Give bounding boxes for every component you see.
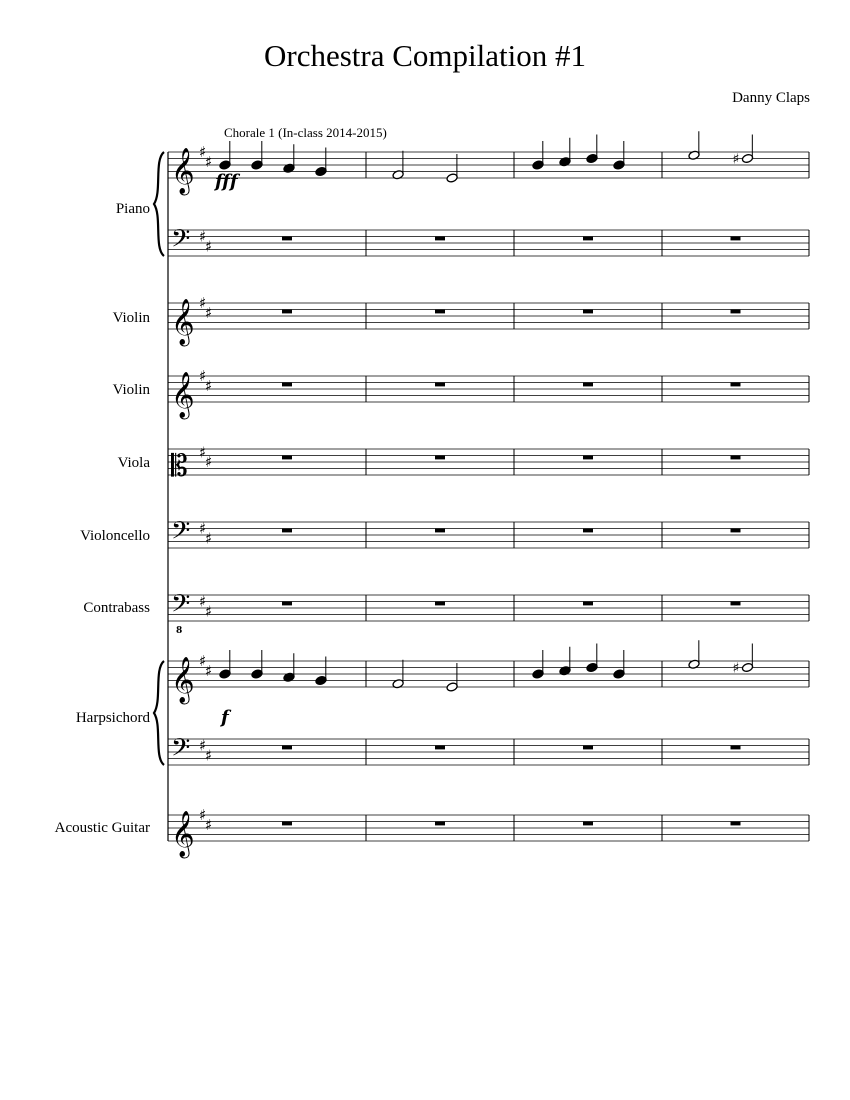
note-head — [532, 669, 544, 679]
whole-rest — [282, 746, 292, 750]
whole-rest — [435, 602, 445, 606]
note-head — [613, 160, 625, 170]
bass-clef-icon: 𝄢 — [171, 733, 191, 769]
treble-clef-icon: 𝄞 — [171, 811, 195, 857]
octave-marker: 8 — [176, 626, 183, 636]
sharp-icon: ♯ — [199, 227, 207, 246]
whole-rest — [282, 237, 292, 241]
sharp-icon: ♯ — [205, 152, 213, 171]
dynamic-fff: fff — [215, 171, 238, 192]
whole-rest — [583, 310, 593, 314]
whole-rest — [282, 456, 292, 460]
sharp-icon: ♯ — [199, 443, 207, 462]
staff — [168, 519, 809, 548]
whole-rest — [583, 529, 593, 533]
piano-brace — [154, 152, 164, 256]
whole-rest — [731, 310, 741, 314]
staff — [168, 449, 809, 475]
whole-rest — [282, 602, 292, 606]
note-head — [219, 160, 231, 170]
sharp-icon: ♯ — [199, 652, 207, 670]
whole-rest — [435, 746, 445, 750]
whole-rest — [731, 602, 741, 606]
whole-rest — [282, 383, 292, 387]
harpsichord-brace — [154, 661, 164, 765]
note-head — [219, 669, 231, 679]
treble-clef-icon: 𝄞 — [171, 148, 195, 194]
treble-clef-icon: 𝄞 — [171, 372, 195, 418]
sharp-icon: ♯ — [199, 519, 207, 538]
whole-rest — [731, 746, 741, 750]
sharp-icon: ♯ — [205, 453, 213, 471]
note-head — [251, 160, 263, 170]
whole-rest — [435, 237, 445, 241]
whole-rest — [282, 529, 292, 533]
instrument-label-violin-2: Violin — [112, 382, 150, 398]
staff — [168, 592, 809, 621]
instrument-label-viola: Viola — [117, 455, 150, 471]
note-head — [315, 166, 327, 176]
staff — [168, 303, 809, 329]
whole-rest — [583, 237, 593, 241]
bass-clef-icon: 𝄢 — [171, 224, 191, 260]
sharp-icon: ♯ — [205, 303, 213, 322]
staff — [168, 152, 809, 178]
sharp-icon: ♯ — [205, 529, 213, 548]
staff — [168, 227, 809, 256]
note-head — [741, 662, 753, 672]
instrument-label-harpsichord: Harpsichord — [75, 710, 150, 726]
instrument-label-acoustic-guitar: Acoustic Guitar — [54, 820, 150, 836]
sharp-icon: ♯ — [205, 237, 213, 256]
composer-name: Danny Claps — [732, 90, 810, 106]
whole-rest — [731, 456, 741, 460]
whole-rest — [583, 602, 593, 606]
instrument-label-violin-1: Violin — [112, 310, 150, 326]
whole-rest — [435, 383, 445, 387]
whole-rest — [731, 529, 741, 533]
staff — [168, 376, 809, 402]
whole-rest — [282, 310, 292, 314]
whole-rest — [435, 529, 445, 533]
sharp-icon: ♯ — [199, 294, 207, 312]
instrument-label-piano: Piano — [115, 201, 150, 217]
whole-rest — [435, 822, 445, 826]
whole-rest — [282, 822, 292, 826]
instrument-label-violoncello: Violoncello — [80, 528, 150, 544]
accidental-sharp: ♯ — [732, 660, 740, 677]
note-head — [446, 173, 458, 183]
sharp-icon: ♯ — [205, 376, 213, 395]
dynamic-f: f — [221, 707, 229, 728]
bass-clef-icon: 𝄢 — [171, 516, 191, 552]
score-title: Orchestra Compilation #1 — [264, 38, 586, 73]
sharp-icon: ♯ — [199, 143, 207, 161]
staff — [168, 736, 809, 765]
sharp-icon: ♯ — [205, 815, 213, 834]
bass-clef-icon: 𝄢 — [171, 589, 191, 625]
treble-clef-icon: 𝄞 — [171, 657, 195, 703]
note-head — [586, 153, 598, 163]
staff — [168, 815, 809, 841]
sharp-icon: ♯ — [205, 661, 213, 680]
staff — [168, 661, 809, 687]
sharp-icon: ♯ — [199, 367, 207, 385]
note-head — [315, 675, 327, 685]
note-head — [586, 662, 598, 672]
whole-rest — [435, 310, 445, 314]
whole-rest — [583, 456, 593, 460]
sharp-icon: ♯ — [205, 602, 213, 621]
whole-rest — [583, 822, 593, 826]
note-head — [741, 153, 753, 163]
whole-rest — [731, 822, 741, 826]
section-title: Chorale 1 (In-class 2014-2015) — [224, 125, 387, 140]
note-head — [446, 682, 458, 692]
note-head — [251, 669, 263, 679]
instrument-label-contrabass: Contrabass — [83, 600, 150, 616]
whole-rest — [731, 237, 741, 241]
treble-clef-icon: 𝄞 — [171, 299, 195, 345]
whole-rest — [583, 383, 593, 387]
sharp-icon: ♯ — [205, 746, 213, 765]
sharp-icon: ♯ — [199, 806, 207, 824]
whole-rest — [435, 456, 445, 460]
whole-rest — [731, 383, 741, 387]
note-head — [613, 669, 625, 679]
whole-rest — [583, 746, 593, 750]
note-head — [532, 160, 544, 170]
sharp-icon: ♯ — [199, 736, 207, 755]
accidental-sharp: ♯ — [732, 151, 740, 168]
alto-clef-icon: 𝄡 — [171, 449, 188, 484]
sharp-icon: ♯ — [199, 592, 207, 611]
